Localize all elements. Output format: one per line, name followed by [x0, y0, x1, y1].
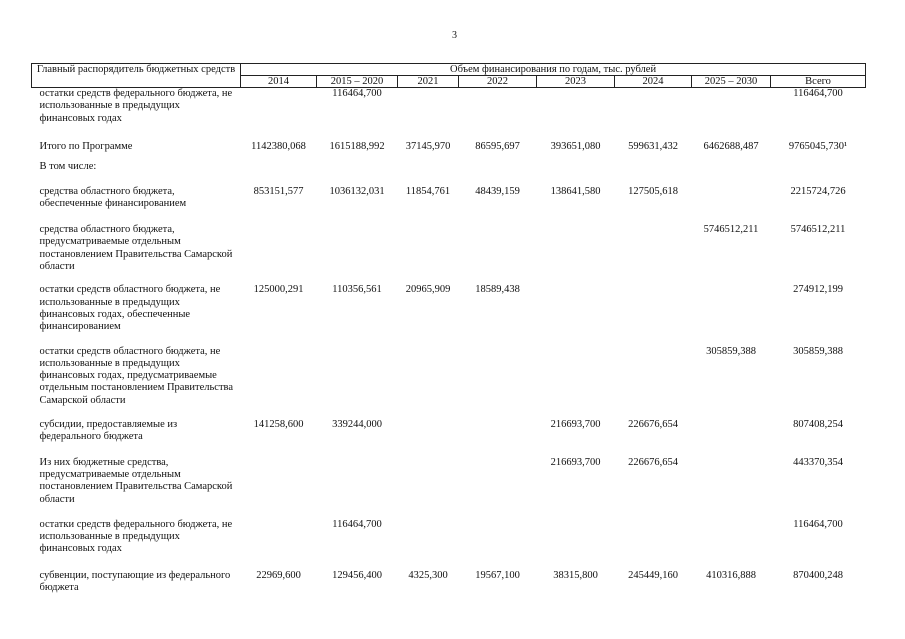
row-label: средства областного бюджета, предусматриваемые отдельным постановлением Правительства Самарской области: [39, 224, 233, 273]
cell-value: [615, 161, 692, 173]
cell-value: 1142380,068: [251, 141, 306, 152]
cell-value: 443370,354: [793, 456, 843, 468]
cell-value: 38315,800: [553, 569, 598, 581]
header-year: 2022: [459, 76, 537, 88]
cell-value: [241, 346, 317, 407]
page-number: 3: [452, 30, 457, 41]
cell-value: 22969,600: [256, 569, 301, 581]
cell-value: 20965,909: [405, 284, 451, 296]
cell-value: 18589,438: [475, 284, 520, 296]
cell-value: 216693,700: [550, 419, 601, 431]
budget-table: [31, 63, 866, 594]
cell-value: [615, 284, 692, 333]
cell-value: [537, 346, 615, 407]
cell-value: [317, 224, 398, 273]
cell-value: 116464,700: [793, 88, 843, 99]
cell-value: [537, 224, 615, 273]
row-label: субсидии, предоставляемые из федерального бюджета: [39, 419, 178, 443]
cell-value: [398, 419, 459, 444]
cell-value: [317, 161, 398, 173]
table-row: [32, 570, 866, 595]
cell-value: 6462688,487: [703, 141, 759, 152]
cell-value: 138641,580: [550, 185, 601, 197]
cell-value: [537, 161, 615, 173]
cell-value: 410316,888: [706, 569, 756, 581]
cell-value: 110356,561: [332, 284, 382, 296]
cell-value: [615, 88, 692, 126]
cell-value: 37145,970: [405, 141, 451, 152]
cell-value: [459, 224, 537, 273]
cell-value: [398, 88, 459, 126]
cell-value: [398, 457, 459, 506]
cell-value: [317, 346, 398, 407]
cell-value: [459, 457, 537, 506]
cell-value: [459, 346, 537, 407]
cell-value: [692, 161, 771, 173]
cell-value: 4325,300: [408, 569, 448, 581]
cell-value: [398, 346, 459, 407]
cell-value: 226676,654: [628, 419, 678, 431]
header-year: 2024: [615, 76, 692, 88]
cell-value: [398, 519, 459, 556]
header-year: 2021: [398, 76, 459, 88]
header-distributor: Главный распорядитель бюджетных средств: [32, 64, 241, 88]
cell-value: 305859,388: [793, 345, 843, 357]
row-label: остатки средств областного бюджета, не использованные в предыдущих финансовых годах, предусматриваемые отдельным постановлением Правительства Самарской области: [39, 345, 234, 406]
row-label: Итого по Программе: [39, 141, 133, 152]
cell-value: 1615188,992: [329, 141, 385, 152]
cell-value: 807408,254: [793, 419, 843, 431]
cell-value: [692, 186, 771, 211]
cell-value: [615, 346, 692, 407]
cell-value: [459, 419, 537, 444]
cell-value: 9765045,730¹: [788, 141, 848, 152]
cell-value: 870400,248: [793, 569, 843, 581]
header-year: 2015 – 2020: [317, 76, 398, 88]
row-label: остатки средств областного бюджета, не использованные в предыдущих финансовых годах, обеспеченные финансированием: [39, 284, 221, 333]
header-year: 2025 – 2030: [692, 76, 771, 88]
cell-value: 393651,080: [550, 141, 601, 152]
table-row: [32, 346, 866, 407]
cell-value: 5746512,211: [790, 224, 846, 236]
table-row: [32, 88, 866, 126]
header-year: 2014: [241, 76, 317, 88]
cell-value: 226676,654: [628, 456, 678, 468]
row-label: остатки средств федерального бюджета, не использованные в предыдущих финансовых годах: [39, 88, 233, 124]
cell-value: 116464,700: [332, 518, 382, 530]
cell-value: [692, 519, 771, 556]
cell-value: 19567,100: [475, 569, 520, 581]
cell-value: 1036132,031: [329, 185, 385, 197]
table-row: [32, 224, 866, 273]
row-label: остатки средств федерального бюджета, не использованные в предыдущих финансовых годах: [39, 518, 233, 555]
cell-value: 125000,291: [253, 284, 304, 296]
cell-value: [771, 161, 866, 173]
cell-value: [615, 519, 692, 556]
table-row: [32, 419, 866, 444]
table-row: [32, 161, 866, 173]
cell-value: 274912,199: [793, 284, 843, 296]
cell-value: 5746512,211: [703, 224, 759, 236]
cell-value: [692, 419, 771, 444]
cell-value: 599631,432: [628, 141, 678, 152]
row-label: В том числе:: [39, 161, 97, 173]
cell-value: [692, 88, 771, 126]
cell-value: [241, 457, 317, 506]
table-row: [32, 186, 866, 211]
cell-value: 86595,697: [475, 141, 520, 152]
cell-value: 216693,700: [550, 456, 601, 468]
cell-value: [241, 88, 317, 126]
cell-value: [459, 519, 537, 556]
cell-value: [615, 224, 692, 273]
cell-value: [459, 88, 537, 126]
table-row: [32, 457, 866, 506]
cell-value: [692, 284, 771, 333]
row-label: Из них бюджетные средства, предусматриваемые отдельным постановлением Правительства Самарской области: [39, 456, 233, 505]
cell-value: 853151,577: [253, 185, 304, 197]
header-funding: Объем финансирования по годам, тыс. рублей: [241, 64, 866, 76]
cell-value: [398, 161, 459, 173]
cell-value: 116464,700: [793, 518, 843, 530]
table-row: [32, 141, 866, 153]
row-label: средства областного бюджета, обеспеченные финансированием: [39, 185, 187, 209]
cell-value: [537, 88, 615, 126]
cell-value: 129456,400: [332, 569, 382, 581]
cell-value: [692, 457, 771, 506]
cell-value: 11854,761: [405, 185, 451, 197]
cell-value: [241, 519, 317, 556]
cell-value: [459, 161, 537, 173]
cell-value: 141258,600: [253, 419, 304, 431]
header-year: 2023: [537, 76, 615, 88]
cell-value: [537, 519, 615, 556]
table-row: [32, 519, 866, 556]
cell-value: [537, 284, 615, 333]
cell-value: [398, 224, 459, 273]
row-label: субвенции, поступающие из федерального бюджета: [39, 569, 231, 594]
table-row: [32, 284, 866, 333]
cell-value: 48439,159: [475, 185, 520, 197]
cell-value: [317, 457, 398, 506]
header-total: Всего: [771, 76, 866, 88]
cell-value: 339244,000: [332, 419, 382, 431]
cell-value: 116464,700: [332, 88, 382, 99]
cell-value: [241, 224, 317, 273]
cell-value: [241, 161, 317, 173]
cell-value: 305859,388: [706, 345, 756, 357]
cell-value: 245449,160: [628, 569, 678, 581]
cell-value: 2215724,726: [790, 185, 846, 197]
cell-value: 127505,618: [628, 185, 678, 197]
